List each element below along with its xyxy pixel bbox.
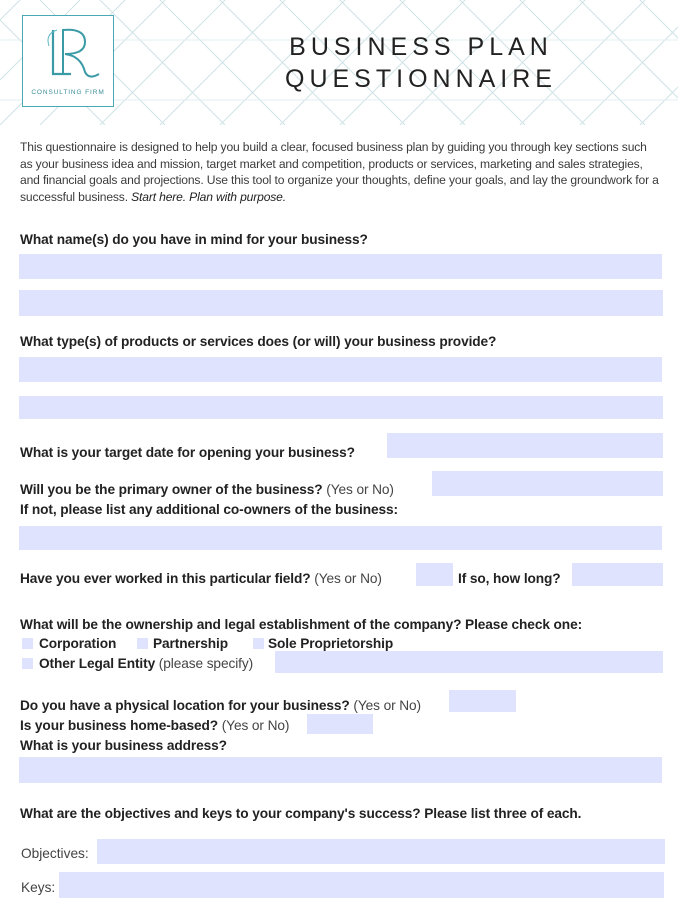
- sole-proprietorship-checkbox[interactable]: [253, 638, 264, 649]
- sole-proprietorship-label: Sole Proprietorship: [268, 636, 394, 651]
- question-how-long: If so, how long?: [458, 571, 561, 586]
- question-primary-owner: [20, 481, 394, 498]
- question-target-date: What is your target date for opening your business?: [20, 445, 355, 460]
- corporation-label: Corporation: [39, 636, 117, 651]
- primary-owner-field[interactable]: [432, 471, 663, 496]
- primary-owner-label: Will you be the primary owner of the business?: [20, 482, 323, 497]
- intro-paragraph: [20, 139, 660, 205]
- business-address-field[interactable]: [19, 757, 662, 783]
- physical-location-field[interactable]: [449, 690, 516, 712]
- products-field-2[interactable]: [19, 396, 663, 419]
- keys-field[interactable]: [59, 872, 664, 898]
- intro-tagline: Start here. Plan with purpose.: [131, 189, 286, 204]
- company-logo: [22, 15, 114, 107]
- question-worked-field: [20, 570, 382, 587]
- yes-no-hint: (Yes or No): [326, 482, 394, 497]
- partnership-label: Partnership: [153, 636, 228, 651]
- worked-field-label: Have you ever worked in this particular field?: [20, 571, 311, 586]
- keys-label: Keys:: [21, 880, 56, 895]
- other-entity-field[interactable]: [275, 651, 663, 673]
- other-entity-label: [39, 655, 253, 672]
- other-entity-text: Other Legal Entity: [39, 656, 156, 671]
- question-business-address: What is your business address?: [20, 738, 227, 753]
- physical-location-label: Do you have a physical location for your business?: [20, 698, 350, 713]
- how-long-field[interactable]: [572, 563, 663, 586]
- yes-no-hint: (Yes or No): [221, 718, 290, 733]
- question-ownership: What will be the ownership and legal establishment of the company? Please check one:: [20, 617, 583, 632]
- question-co-owners: If not, please list any additional co-owners of the business:: [20, 502, 398, 517]
- co-owners-field[interactable]: [19, 526, 662, 550]
- home-based-label: Is your business home-based?: [20, 718, 219, 733]
- corporation-checkbox[interactable]: [22, 638, 33, 649]
- business-name-field-2[interactable]: [19, 290, 663, 316]
- other-entity-checkbox[interactable]: [22, 658, 33, 669]
- question-home-based: [20, 717, 289, 734]
- question-business-names: What name(s) do you have in mind for your business?: [20, 232, 368, 247]
- worked-field-answer[interactable]: [416, 563, 453, 586]
- question-products-services: What type(s) of products or services does (or will) your business provide?: [20, 334, 497, 349]
- home-based-field[interactable]: [307, 714, 373, 734]
- logo-subtitle: CONSULTING FIRM: [31, 89, 105, 96]
- question-physical-location: [20, 697, 421, 714]
- question-objectives-keys: What are the objectives and keys to your company's success? Please list three of each.: [20, 806, 582, 821]
- business-name-field-1[interactable]: [19, 254, 662, 279]
- objectives-label: Objectives:: [21, 846, 89, 861]
- target-date-field[interactable]: [387, 433, 663, 458]
- yes-no-hint: (Yes or No): [353, 698, 421, 713]
- please-specify-hint: (please specify): [158, 656, 254, 671]
- intro-text: This questionnaire is designed to help you build a clear, focused business plan by guiding you through key sections such as your business idea and mission, target market and competition, products or services, marketing and sales strategies, and financial goals and projections. Use this tool to organize your thoughts, define your goals, and lay the groundwork for a successful business.: [20, 140, 659, 204]
- products-field-1[interactable]: [19, 357, 662, 382]
- objectives-field[interactable]: [97, 839, 665, 864]
- yes-no-hint: (Yes or No): [314, 571, 382, 586]
- partnership-checkbox[interactable]: [137, 638, 148, 649]
- page-title-line1: BUSINESS PLAN: [289, 33, 553, 61]
- page-title-line2: QUESTIONNAIRE: [285, 65, 557, 93]
